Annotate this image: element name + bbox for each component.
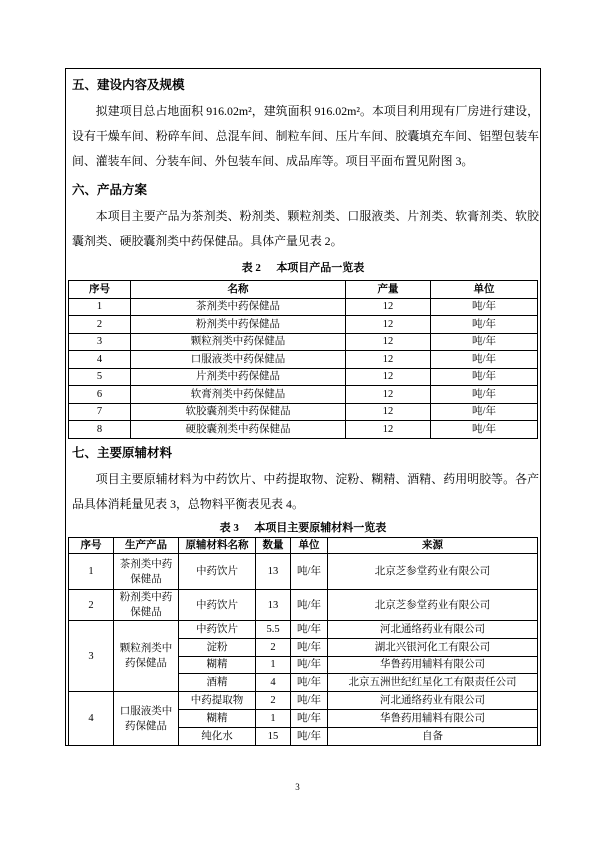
cell-name: 软膏剂类中药保健品	[131, 386, 346, 404]
header-output: 产量	[346, 281, 431, 299]
cell-name: 软胶囊剂类中药保健品	[131, 403, 346, 421]
cell-material: 中药饮片	[179, 621, 256, 639]
table-row	[69, 333, 538, 351]
cell-source: 华鲁药用辅料有限公司	[328, 656, 538, 674]
section-paragraph-product-plan: 本项目主要产品为茶剂类、粉剂类、颗粒剂类、口服液类、片剂类、软膏剂类、软胶囊剂类、硬胶囊剂类中药保健品。具体产量见表 2。	[72, 208, 539, 248]
cell-quantity: 4	[256, 674, 291, 692]
table-caption-materials	[65, 520, 541, 536]
header-product: 生产产品	[114, 538, 179, 554]
cell-source: 河北通络药业有限公司	[328, 692, 538, 710]
cell-source: 北京芝参堂药业有限公司	[328, 590, 538, 621]
materials-table	[68, 537, 538, 746]
cell-unit: 吨/年	[431, 421, 538, 439]
table-row	[69, 316, 538, 334]
cell-unit: 吨/年	[431, 386, 538, 404]
cell-unit: 吨/年	[431, 333, 538, 351]
cell-unit: 吨/年	[431, 403, 538, 421]
cell-no: 1	[69, 554, 114, 590]
cell-unit: 吨/年	[431, 368, 538, 386]
table-header-row	[69, 281, 538, 299]
header-quantity: 数量	[256, 538, 291, 554]
cell-quantity: 15	[256, 728, 291, 746]
table-header-row	[69, 538, 538, 554]
cell-output: 12	[346, 386, 431, 404]
cell-unit: 吨/年	[291, 638, 328, 656]
cell-material: 糊精	[179, 656, 256, 674]
table-row	[69, 298, 538, 316]
cell-product: 茶剂类中药保健品	[114, 554, 179, 590]
table-row	[69, 554, 538, 590]
page-number: 3	[295, 782, 300, 792]
cell-source: 自备	[328, 728, 538, 746]
section-heading-product-plan: 六、产品方案	[72, 183, 148, 197]
cell-name: 口服液类中药保健品	[131, 351, 346, 369]
cell-unit: 吨/年	[291, 656, 328, 674]
table-caption-label: 表 2	[241, 262, 261, 274]
cell-output: 12	[346, 316, 431, 334]
cell-output: 12	[346, 403, 431, 421]
cell-quantity: 1	[256, 656, 291, 674]
cell-quantity: 5.5	[256, 621, 291, 639]
cell-output: 12	[346, 351, 431, 369]
cell-no: 2	[69, 316, 131, 334]
header-no: 序号	[69, 538, 114, 554]
cell-output: 12	[346, 421, 431, 439]
cell-quantity: 2	[256, 638, 291, 656]
cell-material: 中药提取物	[179, 692, 256, 710]
cell-quantity: 1	[256, 710, 291, 728]
header-no: 序号	[69, 281, 131, 299]
section-heading-construction: 五、建设内容及规模	[72, 78, 185, 92]
cell-output: 12	[346, 298, 431, 316]
cell-unit: 吨/年	[431, 351, 538, 369]
table-row	[69, 386, 538, 404]
cell-no: 3	[69, 621, 114, 692]
cell-name: 茶剂类中药保健品	[131, 298, 346, 316]
cell-material: 中药饮片	[179, 590, 256, 621]
header-unit: 单位	[291, 538, 328, 554]
cell-material: 酒精	[179, 674, 256, 692]
table-row	[69, 621, 538, 639]
cell-unit: 吨/年	[431, 316, 538, 334]
table-row	[69, 692, 538, 710]
table-row	[69, 368, 538, 386]
cell-no: 4	[69, 351, 131, 369]
cell-no: 8	[69, 421, 131, 439]
cell-name: 片剂类中药保健品	[131, 368, 346, 386]
table-caption-title: 本项目主要原辅材料一览表	[254, 522, 387, 534]
header-source: 来源	[328, 538, 538, 554]
table-caption-title: 本项目产品一览表	[276, 262, 365, 274]
cell-material: 糊精	[179, 710, 256, 728]
cell-unit: 吨/年	[291, 692, 328, 710]
cell-name: 颗粒剂类中药保健品	[131, 333, 346, 351]
cell-unit: 吨/年	[291, 710, 328, 728]
table-caption-products	[65, 260, 541, 276]
cell-name: 粉剂类中药保健品	[131, 316, 346, 334]
table-row	[69, 351, 538, 369]
header-unit: 单位	[431, 281, 538, 299]
cell-quantity: 2	[256, 692, 291, 710]
cell-source: 华鲁药用辅料有限公司	[328, 710, 538, 728]
cell-no: 2	[69, 590, 114, 621]
cell-unit: 吨/年	[291, 728, 328, 746]
section-heading-materials: 七、主要原辅材料	[72, 446, 173, 460]
table-row	[69, 403, 538, 421]
table-row	[69, 421, 538, 439]
cell-source: 河北通络药业有限公司	[328, 621, 538, 639]
table-row	[69, 590, 538, 621]
section-paragraph-materials: 项目主要原辅材料为中药饮片、中药提取物、淀粉、糊精、酒精、药用明胶等。各产品具体消耗量见表 3，总物料平衡表见表 4。	[72, 471, 539, 511]
cell-name: 硬胶囊剂类中药保健品	[131, 421, 346, 439]
cell-unit: 吨/年	[291, 590, 328, 621]
cell-no: 5	[69, 368, 131, 386]
cell-unit: 吨/年	[291, 554, 328, 590]
cell-unit: 吨/年	[291, 621, 328, 639]
cell-source: 湖北兴银河化工有限公司	[328, 638, 538, 656]
cell-material: 淀粉	[179, 638, 256, 656]
cell-quantity: 13	[256, 554, 291, 590]
cell-output: 12	[346, 368, 431, 386]
cell-product: 颗粒剂类中药保健品	[114, 621, 179, 692]
cell-no: 7	[69, 403, 131, 421]
cell-source: 北京五洲世纪红星化工有限责任公司	[328, 674, 538, 692]
header-material: 原辅材料名称	[179, 538, 256, 554]
header-name: 名称	[131, 281, 346, 299]
cell-no: 6	[69, 386, 131, 404]
cell-quantity: 13	[256, 590, 291, 621]
cell-source: 北京芝参堂药业有限公司	[328, 554, 538, 590]
cell-no: 3	[69, 333, 131, 351]
cell-no: 1	[69, 298, 131, 316]
cell-material: 纯化水	[179, 728, 256, 746]
cell-unit: 吨/年	[291, 674, 328, 692]
table-caption-label: 表 3	[219, 522, 239, 534]
cell-unit: 吨/年	[431, 298, 538, 316]
section-paragraph-construction: 拟建项目总占地面积 916.02m²，建筑面积 916.02m²。本项目利用现有厂房进行建设，设有干燥车间、粉碎车间、总混车间、制粒车间、压片车间、胶囊填充车间、铝塑包装车间、灌装车间、分装车间、外包装车间、成品库等。项目平面布置见附图 3。	[72, 103, 539, 168]
product-table	[68, 280, 538, 439]
cell-no: 4	[69, 692, 114, 746]
cell-material: 中药饮片	[179, 554, 256, 590]
cell-output: 12	[346, 333, 431, 351]
cell-product: 粉剂类中药保健品	[114, 590, 179, 621]
cell-product: 口服液类中药保健品	[114, 692, 179, 746]
